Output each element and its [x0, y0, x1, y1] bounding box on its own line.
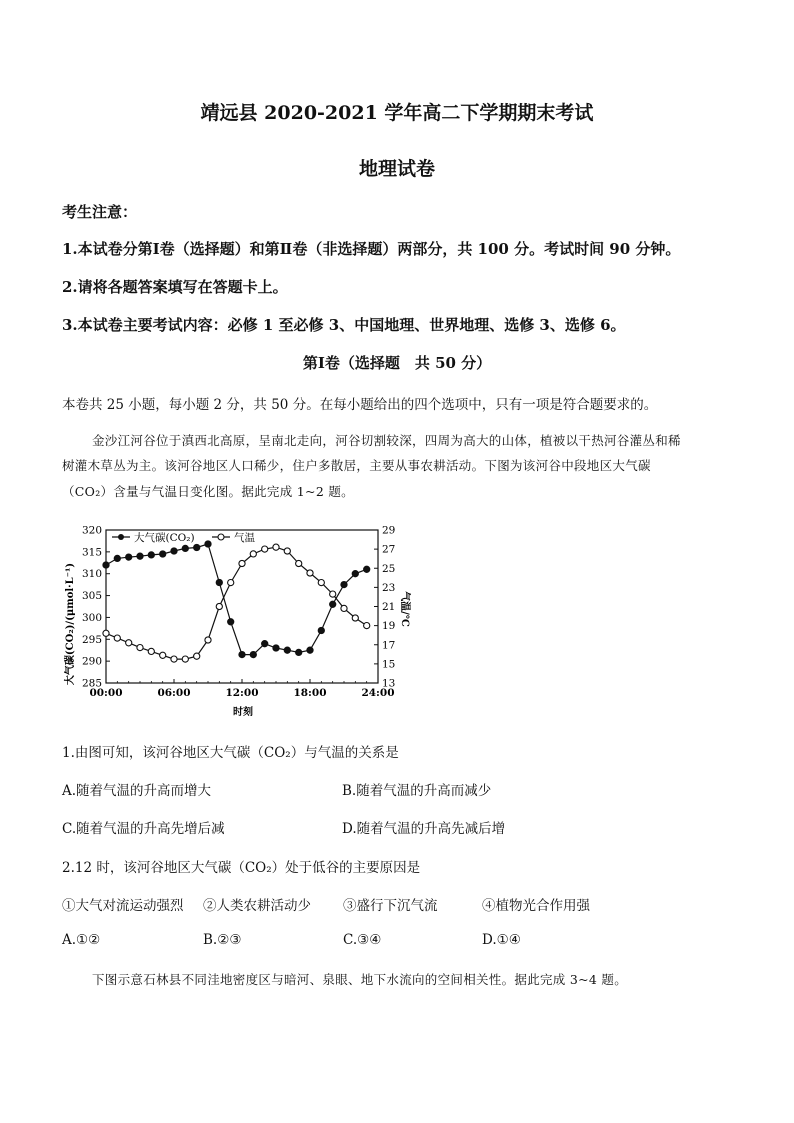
- temperature-point: [194, 653, 200, 659]
- temperature-point: [250, 551, 256, 557]
- temperature-point: [352, 615, 358, 621]
- temperature-point: [228, 580, 234, 586]
- co2-point: [160, 551, 166, 557]
- x-tick-label: 18:00: [293, 687, 327, 699]
- legend-co2-marker: [118, 534, 124, 540]
- co2-point: [114, 555, 120, 561]
- co2-point: [148, 552, 154, 558]
- legend-temp-label: 气温: [234, 532, 255, 544]
- co2-point: [216, 579, 222, 585]
- notice-1: 1.本试卷分第Ⅰ卷（选择题）和第Ⅱ卷（非选择题）两部分，共 100 分。考试时间 90 分钟。: [62, 240, 681, 258]
- co2-point: [126, 554, 132, 560]
- passage2: 下图示意石林县不同洼地密度区与暗河、泉眼、地下水流向的空间相关性。据此完成 3~4 题。: [92, 972, 628, 987]
- co2-point: [318, 627, 324, 633]
- temperature-point: [239, 560, 245, 566]
- temperature-point: [296, 560, 302, 566]
- q1-option-d: D.随着气温的升高先减后增: [342, 821, 506, 837]
- section-title: 第Ⅰ卷（选择题 共 50 分）: [302, 354, 492, 372]
- co2-point: [262, 641, 268, 647]
- y-left-tick-label: 300: [81, 611, 102, 624]
- notice-heading: 考生注意：: [62, 203, 138, 221]
- temperature-point: [216, 603, 222, 609]
- q1-option-b: B.随着气温的升高而减少: [342, 783, 492, 799]
- temperature-point: [262, 546, 268, 552]
- co2-point: [364, 566, 370, 572]
- co2-point: [296, 649, 302, 655]
- y-left-tick-label: 320: [81, 524, 102, 537]
- co2-point: [330, 601, 336, 607]
- co2-point: [205, 541, 211, 547]
- temperature-point: [182, 656, 188, 662]
- exam-title: 靖远县 2020-2021 学年高二下学期期末考试: [200, 102, 594, 124]
- y-left-tick-label: 295: [81, 633, 102, 646]
- y-right-tick-label: 21: [382, 601, 396, 613]
- q2-option-b: B.②③: [203, 932, 242, 948]
- y-axis-left-label: 大气碳(CO₂)/(μmol·L⁻¹): [65, 562, 76, 686]
- q2-option-a: A.①②: [62, 932, 101, 948]
- passage1-line1: 金沙江河谷位于滇西北高原，呈南北走向，河谷切割较深，四周为高大的山体，植被以干热河谷灌丛和稀: [92, 433, 681, 448]
- temperature-point: [318, 580, 324, 586]
- x-tick-label: 24:00: [361, 687, 395, 699]
- q2-stem: 2.12 时，该河谷地区大气碳（CO₂）处于低谷的主要原因是: [62, 860, 421, 876]
- temperature-point: [341, 605, 347, 611]
- co2-point: [228, 619, 234, 625]
- y-left-tick-label: 290: [81, 655, 102, 668]
- q2-choice-1: ①大气对流运动强烈: [62, 898, 184, 914]
- q2-option-d: D.①④: [482, 932, 521, 948]
- co2-point: [307, 647, 313, 653]
- temperature-point: [137, 645, 143, 651]
- temperature-point: [284, 548, 290, 554]
- legend-temp-marker: [218, 534, 224, 540]
- q1-stem: 1.由图可知，该河谷地区大气碳（CO₂）与气温的关系是: [62, 745, 399, 761]
- co2-point: [250, 652, 256, 658]
- temperature-point: [160, 652, 166, 658]
- co2-point: [273, 645, 279, 651]
- y-right-tick-label: 27: [382, 543, 396, 556]
- chart-legend: [112, 531, 255, 544]
- co2-temperature-chart: [60, 516, 420, 726]
- co2-point: [103, 562, 109, 568]
- section-intro: 本卷共 25 小题，每小题 2 分，共 50 分。在每小题给出的四个选项中，只有一项是符合题要求的。: [62, 397, 658, 413]
- y-right-tick-label: 17: [382, 639, 396, 652]
- y-axis-right-label: 气温/℃: [399, 591, 410, 627]
- temperature-point: [126, 640, 132, 646]
- temperature-point: [364, 623, 370, 629]
- temperature-point: [273, 544, 279, 550]
- temperature-point: [330, 591, 336, 597]
- temperature-point: [114, 635, 120, 641]
- temperature-point: [171, 656, 177, 662]
- y-right-tick-label: 13: [382, 677, 396, 690]
- co2-point: [239, 652, 245, 658]
- y-left-tick-label: 305: [81, 590, 102, 603]
- q2-choice-4: ④植物光合作用强: [482, 898, 590, 914]
- exam-subject: 地理试卷: [358, 158, 435, 180]
- temperature-point: [103, 630, 109, 636]
- passage1-line3: （CO₂）含量与气温日变化图。据此完成 1~2 题。: [62, 484, 354, 499]
- passage1-line2: 树灌木草丛为主。该河谷地区人口稀少，住户多散居，主要从事农耕活动。下图为该河谷中段地区大气碳: [62, 458, 651, 473]
- q1-option-a: A.随着气温的升高而增大: [62, 783, 212, 799]
- x-axis-label: 时刻: [233, 707, 253, 718]
- y-right-tick-label: 15: [382, 658, 396, 671]
- temperature-point: [148, 648, 154, 654]
- q2-option-c: C.③④: [343, 932, 382, 948]
- y-right-tick-label: 19: [382, 620, 396, 633]
- co2-point: [182, 545, 188, 551]
- co2-point: [137, 553, 143, 559]
- y-left-tick-label: 315: [81, 546, 102, 559]
- co2-point: [171, 548, 177, 554]
- co2-series-line: [106, 544, 367, 655]
- notice-3: 3.本试卷主要考试内容：必修 1 至必修 3、中国地理、世界地理、选修 3、选修 6。: [62, 316, 626, 334]
- x-tick-label: 06:00: [157, 687, 191, 699]
- temperature-point: [307, 570, 313, 576]
- y-right-tick-label: 23: [382, 581, 396, 594]
- y-right-tick-label: 29: [382, 524, 396, 537]
- y-left-tick-label: 310: [81, 568, 102, 581]
- q1-option-c: C.随着气温的升高先增后减: [62, 821, 225, 837]
- plot-frame: [106, 530, 378, 683]
- co2-point: [352, 571, 358, 577]
- q2-choice-2: ②人类农耕活动少: [203, 898, 311, 914]
- x-tick-label: 00:00: [89, 687, 123, 699]
- co2-point: [284, 647, 290, 653]
- legend-co2-label: 大气碳(CO₂): [134, 532, 195, 544]
- notice-2: 2.请将各题答案填写在答题卡上。: [62, 278, 288, 296]
- temperature-series-line: [106, 547, 367, 659]
- co2-point: [194, 544, 200, 550]
- temperature-point: [205, 637, 211, 643]
- x-tick-label: 12:00: [225, 687, 259, 699]
- y-right-tick-label: 25: [382, 562, 396, 575]
- co2-point: [341, 582, 347, 588]
- q2-choice-3: ③盛行下沉气流: [343, 898, 438, 914]
- y-left-tick-label: 285: [81, 677, 102, 690]
